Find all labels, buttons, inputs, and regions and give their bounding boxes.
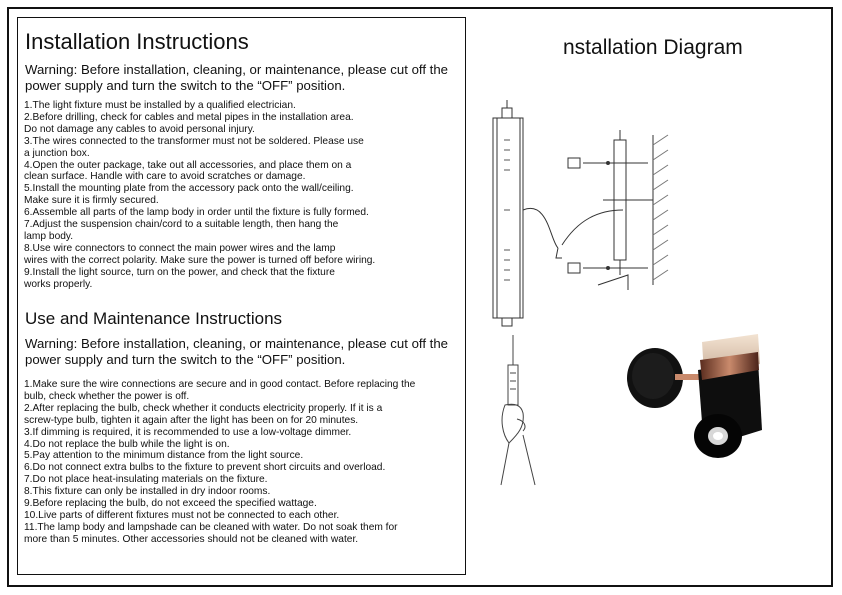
list-item: Do not damage any cables to avoid personal injury. [24, 123, 255, 135]
mounting-plate-drawing [488, 100, 678, 330]
diagram-title: nstallation Diagram [563, 36, 743, 59]
installation-steps [24, 100, 460, 291]
list-item: 2.Before drilling, check for cables and metal pipes in the installation area. [24, 111, 354, 123]
list-item: 11.The lamp body and lampshade can be cleaned with water. Do not soak them for [24, 521, 398, 533]
list-item: 3.The wires connected to the transformer must not be soldered. Please use [24, 135, 364, 147]
list-item: 5.Pay attention to the minimum distance from the light source. [24, 450, 304, 462]
list-item: 8.Use wire connectors to connect the main power wires and the lamp [24, 242, 336, 254]
installation-title: Installation Instructions [25, 29, 249, 54]
list-item: Make sure it is firmly secured. [24, 195, 159, 207]
installation-warning: Warning: Before installation, cleaning, or maintenance, please cut off the power supply and turn the switch to the “OFF” position. [25, 62, 448, 93]
list-item: 7.Adjust the suspension chain/cord to a suitable length, then hang the [24, 219, 339, 231]
list-item: more than 5 minutes. Other accessories should not be cleaned with water. [24, 533, 359, 545]
list-item: clean surface. Handle with care to avoid scratches or damage. [24, 171, 306, 183]
list-item: a junction box. [24, 147, 90, 159]
list-item: works properly. [24, 278, 93, 290]
list-item: lamp body. [24, 230, 74, 242]
list-item: 4.Open the outer package, take out all accessories, and place them on a [24, 159, 352, 171]
maintenance-title: Use and Maintenance Instructions [25, 309, 283, 328]
list-item: 9.Before replacing the bulb, do not exceed the specified wattage. [24, 498, 317, 510]
list-item: 3.If dimming is required, it is recommended to use a low-voltage dimmer. [24, 426, 352, 438]
list-item: 6.Do not connect extra bulbs to the fixture to prevent short circuits and overload. [24, 462, 386, 474]
wall-lamp-photo [620, 330, 780, 470]
maintenance-warning: Warning: Before installation, cleaning, or maintenance, please cut off the power supply and turn the switch to the “OFF” position. [25, 336, 448, 367]
list-item: wires with the correct polarity. Make sure the power is turned off before wiring. [24, 254, 376, 266]
list-item: screw-type bulb, tighten it again after the light has been on for 20 minutes. [24, 414, 359, 426]
list-item: 5.Install the mounting plate from the accessory pack onto the wall/ceiling. [24, 183, 354, 195]
list-item: 10.Live parts of different fixtures must not be connected to each other. [24, 509, 340, 521]
list-item: 1.Make sure the wire connections are secure and in good contact. Before replacing the [24, 379, 416, 390]
list-item: 1.The light fixture must be installed by a qualified electrician. [24, 100, 296, 111]
list-item: 8.This fixture can only be installed in dry indoor rooms. [24, 486, 271, 498]
list-item: bulb, check whether the power is off. [24, 390, 190, 402]
maintenance-steps [24, 379, 460, 546]
list-item: 7.Do not place heat-insulating materials on the fixture. [24, 474, 268, 486]
screwdriver-hand-drawing [495, 335, 545, 490]
list-item: 6.Assemble all parts of the lamp body in order until the fixture is fully formed. [24, 207, 369, 219]
list-item: 9.Install the light source, turn on the power, and check that the fixture [24, 266, 335, 278]
list-item: 2.After replacing the bulb, check whether it conducts electricity properly. If it is a [24, 402, 383, 414]
list-item: 4.Do not replace the bulb while the light is on. [24, 438, 230, 450]
